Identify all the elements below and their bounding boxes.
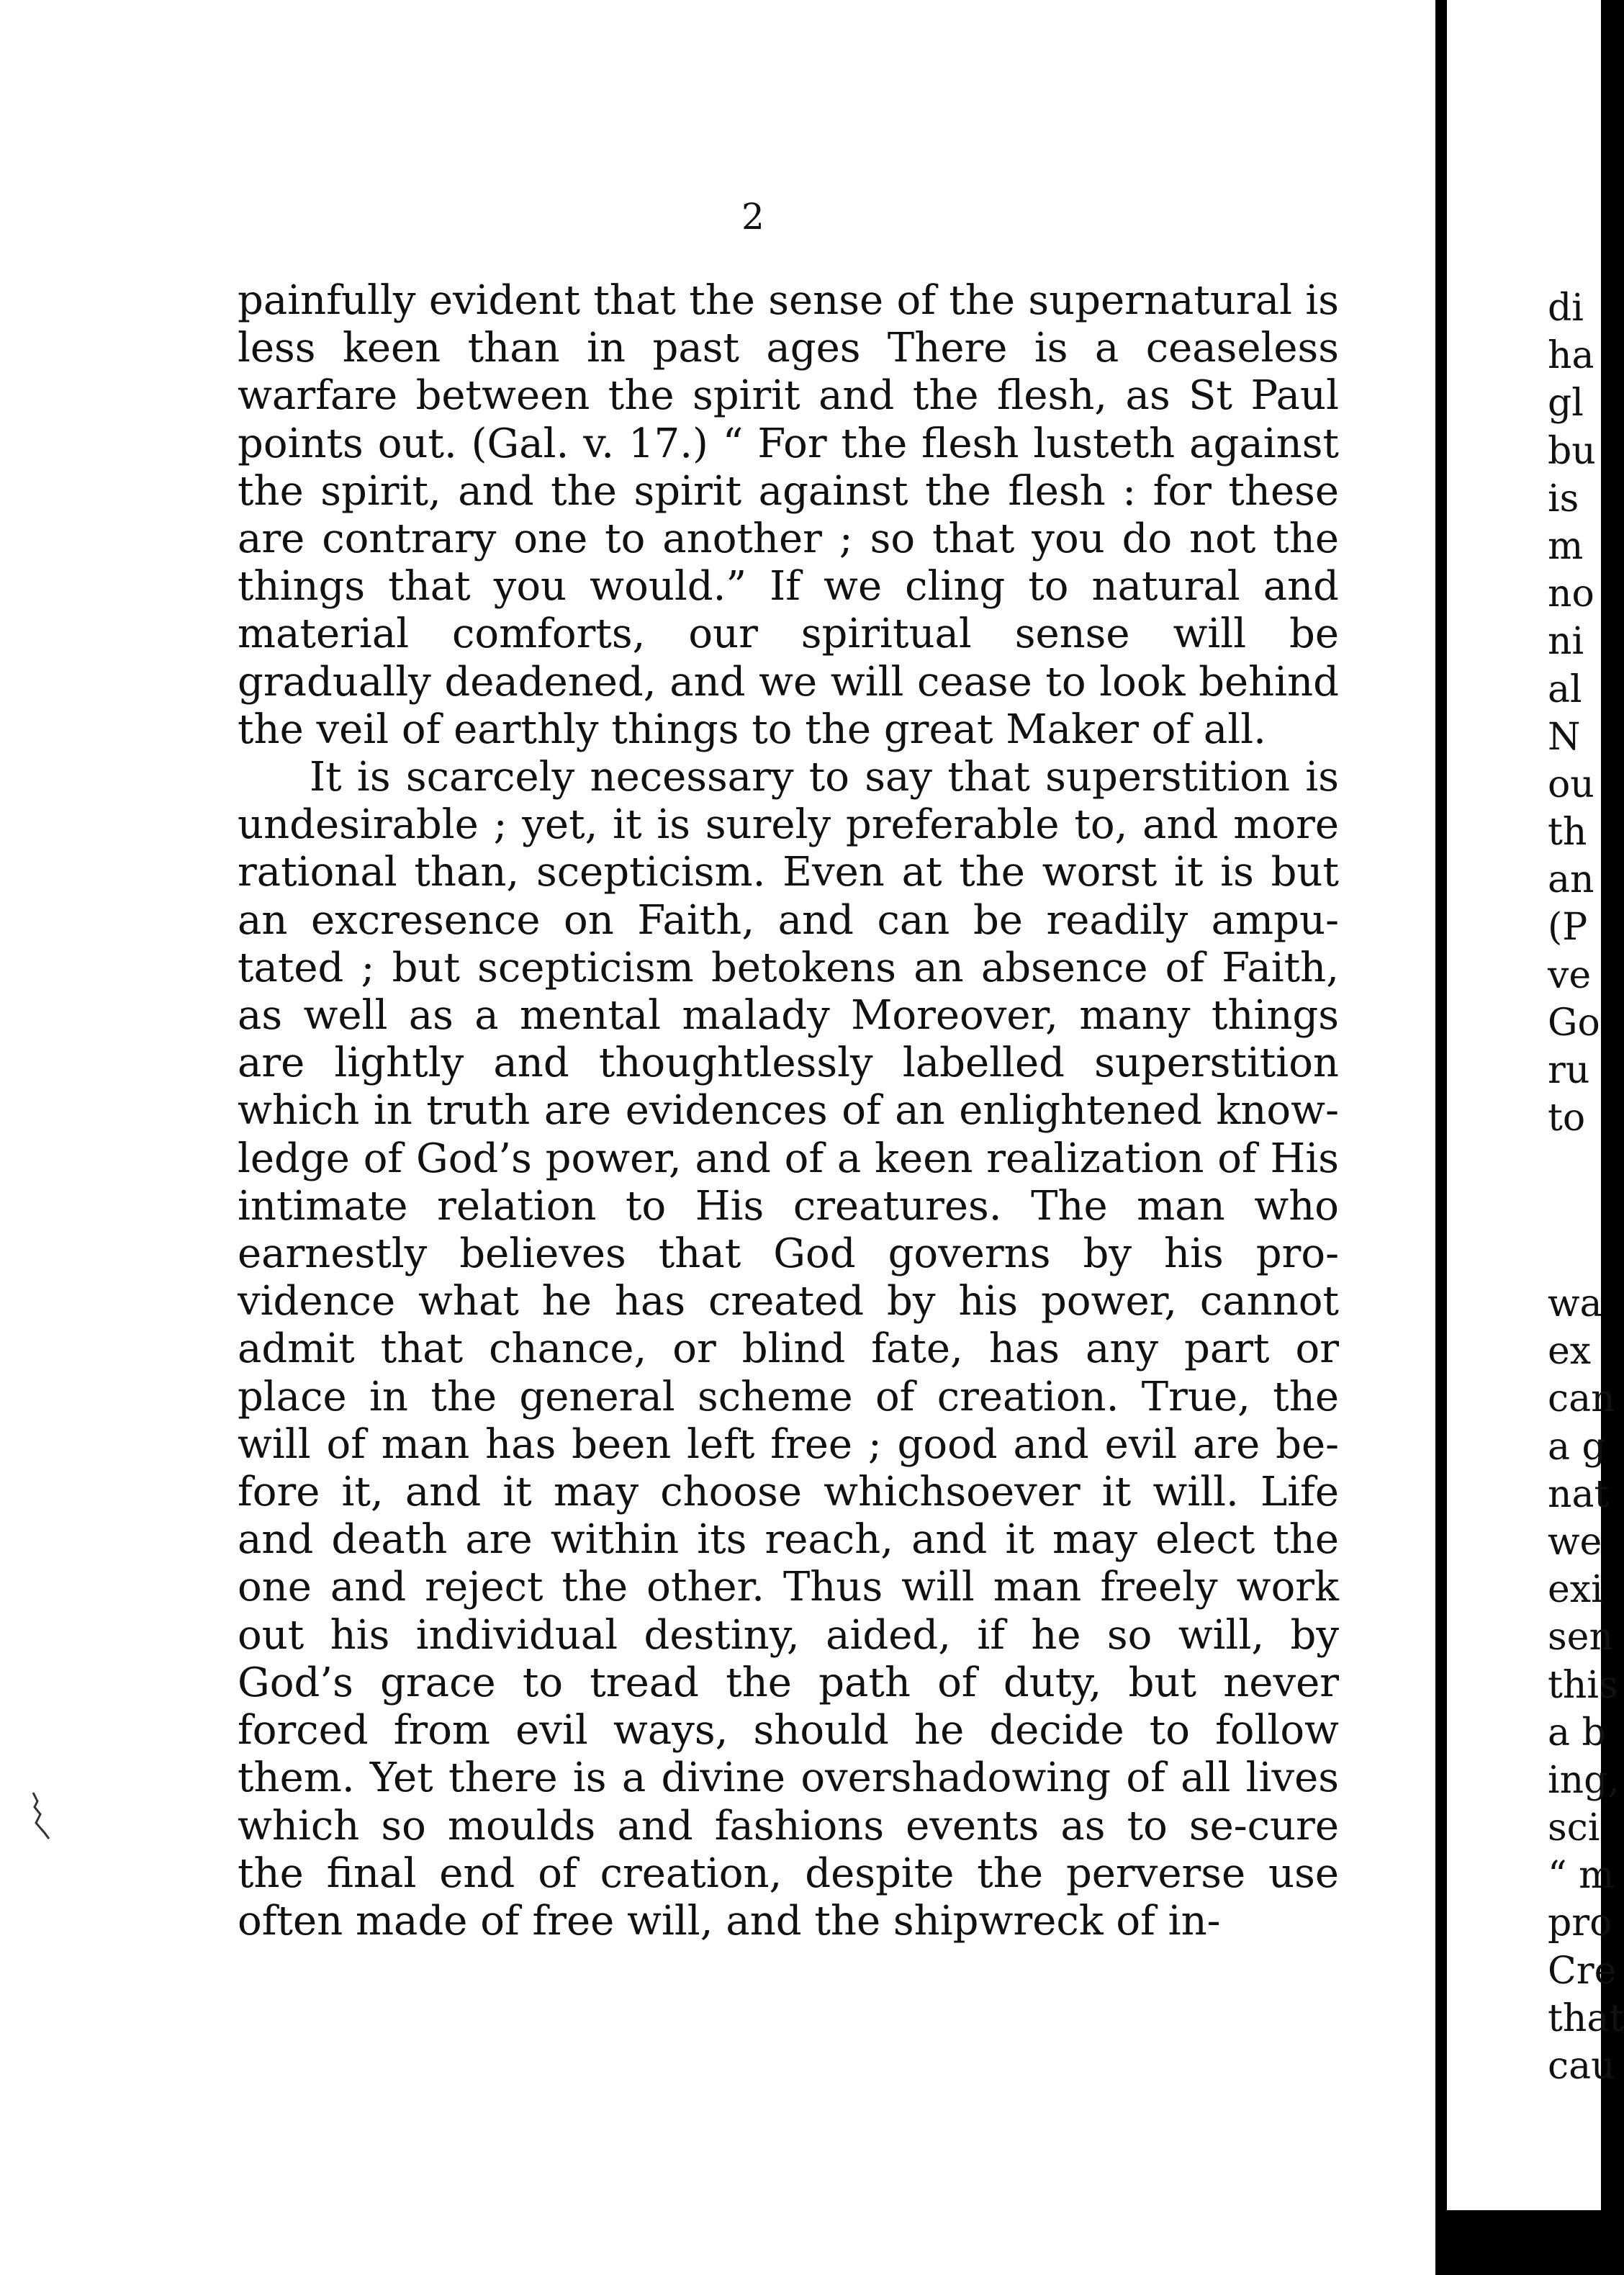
facing-page-line-fragment: m: [1548, 524, 1584, 568]
facing-page-line-fragment: sci: [1548, 1806, 1600, 1850]
facing-page-text: [1548, 284, 1624, 2088]
facing-page-line-fragment: to: [1548, 1096, 1586, 1140]
facing-page-line-fragment: an: [1548, 858, 1594, 902]
facing-page-line-fragment: no: [1548, 572, 1594, 616]
facing-page-line-fragment: gl: [1548, 382, 1584, 425]
facing-page-line-fragment: ha: [1548, 334, 1594, 378]
facing-page-line-fragment: ing,: [1548, 1758, 1620, 1802]
facing-page-line-fragment: ni: [1548, 620, 1584, 664]
facing-page-line-fragment: a g: [1548, 1425, 1606, 1469]
facing-page-line-fragment: cau: [1548, 2045, 1615, 2088]
facing-page-line-fragment: Cre: [1548, 1949, 1617, 1993]
facing-page-line-fragment: ex: [1548, 1330, 1592, 1374]
facing-page-line-fragment: exi: [1548, 1568, 1603, 1612]
facing-page-line-fragment: can: [1548, 1377, 1615, 1421]
facing-page-column-top: [1548, 284, 1605, 1142]
facing-page-line-fragment: “ m: [1548, 1854, 1615, 1898]
facing-page-line-fragment: N: [1548, 715, 1581, 759]
facing-page-line-fragment: that: [1548, 1996, 1624, 2040]
body-text: [238, 277, 1339, 1945]
facing-page-line-fragment: th: [1548, 811, 1587, 855]
paragraph-1: painfully evident that the sense of the supernatural is less keen than in past ages There is a ceaseless warfare between the spirit and the flesh, as St Paul points out. (Gal. v. 17.) “ For the flesh lusteth against the spirit, and the spirit against the flesh : for these are contrary one to another ; so that you do not the things that you would.” If we cling to natural and material comforts, our spiritual sense will be gradually deadened, and we will cease to look behind the veil of earthly things to the great Maker of all.: [238, 277, 1339, 753]
facing-page-line-fragment: al: [1548, 667, 1582, 711]
facing-page-line-fragment: ru: [1548, 1049, 1590, 1092]
facing-page-line-fragment: pro: [1548, 1901, 1612, 1945]
margin-mark-icon: [27, 1785, 56, 1843]
facing-page-line-fragment: is: [1548, 477, 1579, 521]
facing-page-line-fragment: nat: [1548, 1472, 1610, 1516]
facing-page: [1447, 0, 1624, 2210]
page-number: 2: [741, 196, 764, 238]
facing-page-line-fragment: (P: [1548, 906, 1588, 950]
facing-page-line-fragment: di: [1548, 287, 1584, 330]
facing-page-line-fragment: sen: [1548, 1616, 1613, 1659]
facing-page-line-fragment: Go: [1548, 1001, 1600, 1045]
facing-page-line-fragment: this: [1548, 1663, 1618, 1707]
facing-page-line-fragment: we: [1548, 1520, 1602, 1564]
facing-page-line-fragment: a b: [1548, 1711, 1606, 1754]
facing-page-line-fragment: wa: [1548, 1282, 1602, 1325]
facing-page-column-bottom: [1548, 1280, 1624, 2090]
facing-page-line-fragment: ou: [1548, 762, 1594, 806]
page-gutter: [1435, 0, 1447, 2275]
paragraph-2: It is scarcely necessary to say that superstition is undesirable ; yet, it is surely preferable to, and more rational than, scepticism. Even at the worst it is but an excresence on Faith, and can be readily ampu-tated ; but scepticism betokens an absence of Faith, as well as a mental malady Moreover, many things are lightly and thoughtlessly labelled superstition which in truth are evidences of an enlightened know-ledge of God’s power, and of a keen realization of His intimate relation to His creatures. The man who earnestly believes that God governs by his pro-vidence what he has created by his power, cannot admit that chance, or blind fate, has any part or place in the general scheme of creation. True, the will of man has been left free ; good and evil are be-fore it, and it may choose whichsoever it will. Life and death are within its reach, and it may elect the one and reject the other. Thus will man freely work out his individual destiny, aided, if he so will, by God’s grace to tread the path of duty, but never forced from evil ways, should he decide to follow them. Yet there is a divine overshadowing of all lives which so moulds and fashions events as to se-cure the final end of creation, despite the perverse use often made of free will, and the shipwreck of in-: [238, 754, 1339, 1945]
facing-page-line-fragment: ve: [1548, 953, 1592, 997]
facing-page-line-fragment: bu: [1548, 429, 1596, 473]
